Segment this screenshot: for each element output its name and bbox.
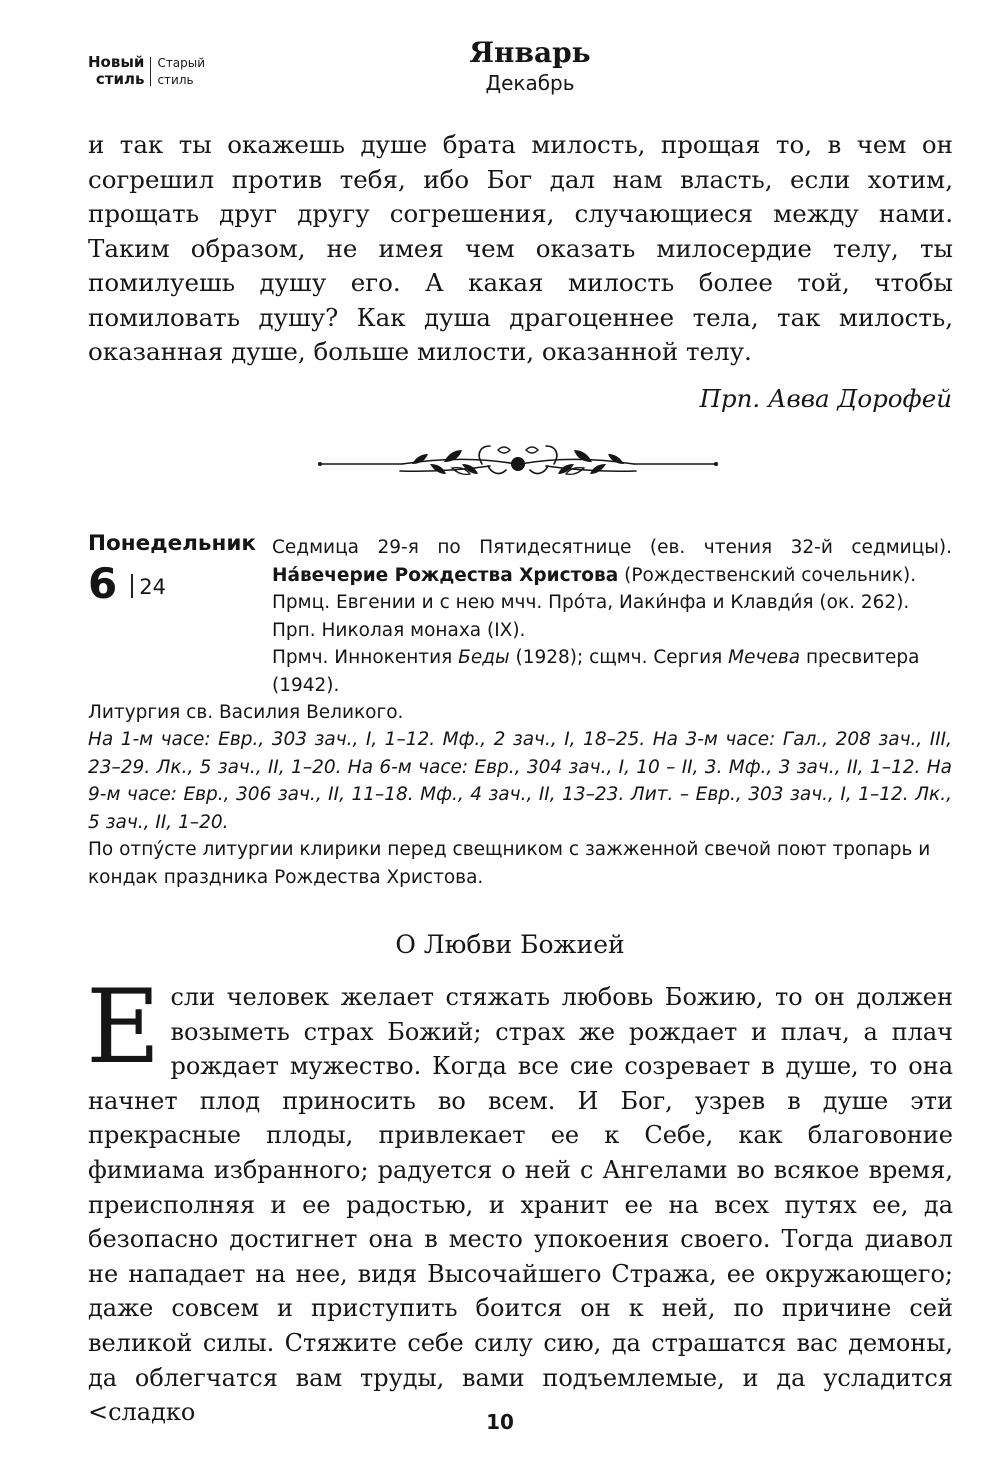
date-new-style: 6 (88, 559, 118, 608)
page-number: 10 (486, 1410, 514, 1434)
quote-text: и так ты окажешь душе брата милость, прощая то, в чем он согрешил против тебя, ибо Бог дал нам власть, если хотим, прощать друг другу согрешения, случающиеся между нами. Таким образом, не имея чем оказать милосердие телу, ты помилуешь душу его. А какая милость более той, чтобы помиловать душу? Как душа драгоценнее тела, так милость, оказанная душе, больше милости, оказанной телу. (88, 130, 953, 366)
new-style-label (88, 54, 150, 89)
week-and-feast (272, 534, 952, 589)
new-martyrs-a: Прмч. Иннокентия (272, 647, 459, 668)
day-date (88, 560, 166, 608)
liturgy-line: Литургия св. Василия Великого. (88, 702, 404, 723)
dismissal-note: По отпу́сте литургии клирики перед свещником с зажженной свечой поют тропарь и кондак праздника Рождества Христова. (88, 839, 931, 888)
old-style-line2: стиль (157, 73, 194, 87)
calendar-style-legend (88, 54, 205, 89)
new-martyrs-e: пресвитера (1942). (272, 647, 920, 696)
new-style-line2: стиль (95, 70, 145, 88)
new-martyrs-d: Мечева (728, 647, 801, 668)
date-divider (131, 574, 133, 598)
month-new-style: Январь (469, 36, 591, 69)
day-commemorations (272, 534, 952, 699)
new-martyrs-line (272, 644, 952, 699)
essay-dropcap: Е (86, 968, 161, 1087)
essay-body: сли человек желает стяжать любовь Божию, то он должен возыметь страх Божий; страх же рождает и плач, а плач рождает мужество. Когда все сие созревает в душе, то она начнет плод приносить во всем. И Бог, узрев в душе эти прекрасные плоды, привлекает ее к Себе, как благовоние фимиама избранного; радуется о ней с Ангелами во всякое время, преисполняя и ее радостью, и хранит ее на всех путях ее, да безопасно достигнет она в место упокоения своего. Тогда диавол не нападает на нее, видя Высочайшего Стража, ее окружающего; даже совсем и приступить боится он к ней, по причине сей великой силы. Стяжите себе силу сию, да страшатся вас демоны, да облегчатся вам труды, вами подъемлемые, и да усладится <сладко (88, 983, 953, 1427)
ornament-divider (312, 438, 724, 490)
date-old-style: 24 (139, 575, 166, 599)
scripture-readings: На 1-м часе: Евр., 303 зач., I, 1–12. Мф., 2 зач., I, 18–25. На 3-м часе: Гал., 208 зач., III, 23–29. Лк., 5 зач., II, 1–20. На 6-м часе: Евр., 304 зач., I, 10 – II, 3. Мф., 3 зач., II, 1–12. На 9-м часе: Евр., 306 зач., II, 11–18. Мф., 4 зач., II, 13–23. Лит. – Евр., 303 зач., I, 1–12. Лк., 5 зач., II, 1–20. (88, 729, 952, 833)
new-martyrs-c: (1928); сщмч. Сергия (509, 647, 729, 668)
martyrs-line: Прмц. Евгении и с нею мчч. Про́та, Иаки́нфа и Клавди́я (ок. 262). (272, 592, 910, 613)
monk-line: Прп. Николая монаха (IX). (272, 619, 526, 641)
quote-author: Прп. Авва Дорофей (699, 384, 952, 413)
new-martyrs-b: Беды (458, 647, 510, 668)
old-style-label (151, 54, 205, 89)
new-style-line1: Новый (88, 53, 145, 71)
feast-title: На́вечерие Рождества Христова (272, 564, 619, 586)
old-style-line1: Старый (157, 56, 206, 70)
essay-title: О Любви Божией (395, 930, 625, 959)
week-text: Седмица 29-я по Пятидесятнице (ев. чтения 32-й седмицы). (272, 537, 952, 558)
essay-text (86, 968, 953, 1430)
weekday: Понедельник (88, 531, 257, 556)
feast-rest: (Рождественский сочельник). (618, 564, 917, 586)
month-old-style: Декабрь (485, 71, 575, 95)
